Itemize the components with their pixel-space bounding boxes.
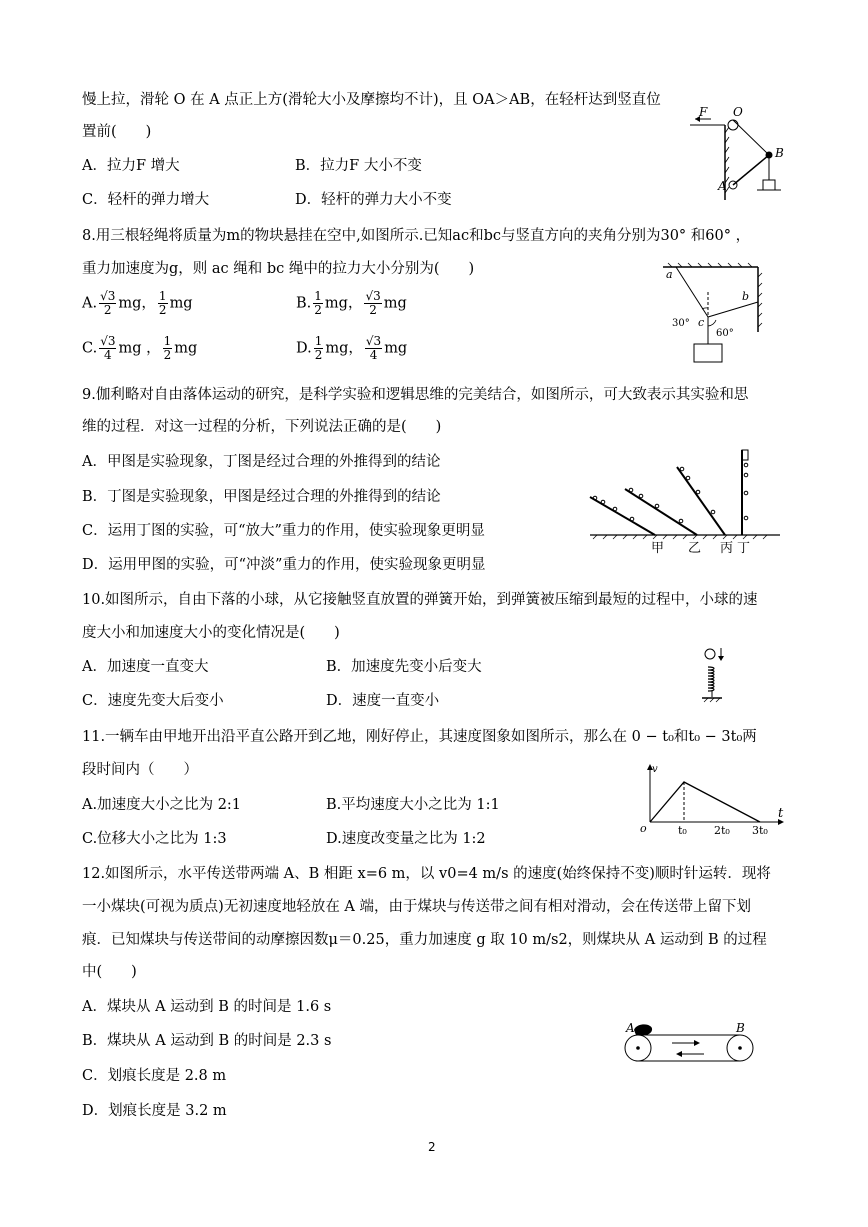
- q9-label-bing: 丙: [720, 541, 734, 556]
- q11-option-a: A.加速度大小之比为 2:1: [82, 797, 242, 813]
- q7-stem-line1: 慢上拉，滑轮 O 在 A 点正上方(滑轮大小及摩擦均不计)，且 OA＞AB，在轻杆达到竖直位: [82, 92, 661, 108]
- q9-label-jia: 甲: [651, 541, 665, 556]
- q8-option-d: D. $\frac{1}{2}$ mg， $\frac{√3}{4}$ mg: [296, 334, 408, 362]
- q8-label-30: 30°: [672, 318, 690, 329]
- q9-option-a: A．甲图是实验现象，丁图是经过合理的外推得到的结论: [82, 454, 441, 470]
- q10-figure: [700, 645, 730, 705]
- q11-option-b: B.平均速度大小之比为 1:1: [326, 797, 500, 813]
- q8-label-b: b: [742, 290, 750, 303]
- q12-option-c: C．划痕长度是 2.8 m: [82, 1068, 227, 1084]
- q12-stem-line2: 一小煤块(可视为质点)无初速度地轻放在 A 端，由于煤块与传送带之间有相对滑动，会在传送带上留下划: [82, 899, 751, 915]
- q8-stem-line1: 8.用三根轻绳将质量为m的物块悬挂在空中,如图所示.已知ac和bc与竖直方向的夹角分别为30° 和60° ，: [82, 228, 751, 244]
- q11-label-t: t: [778, 806, 784, 821]
- page-number: 2: [428, 1140, 436, 1154]
- q8-option-c: C. $\frac{√3}{4}$ mg ， $\frac{1}{2}$ mg: [82, 334, 198, 362]
- q12-figure: [620, 1018, 760, 1068]
- q10-option-c: C．速度先变大后变小: [82, 693, 224, 709]
- q11-option-c: C.位移大小之比为 1:3: [82, 831, 227, 847]
- q9-stem-line2: 维的过程．对这一过程的分析，下列说法正确的是( ): [82, 419, 442, 435]
- q11-stem-line1: 11.一辆车由甲地开出沿平直公路开到乙地，刚好停止，其速度图象如图所示，那么在 0 − t₀和t₀ − 3t₀两: [82, 729, 757, 745]
- q12-label-a: A: [626, 1021, 635, 1035]
- q10-option-d: D．速度一直变小: [326, 693, 440, 709]
- q12-label-b: B: [736, 1021, 745, 1035]
- q10-option-a: A．加速度一直变大: [82, 659, 209, 675]
- q8-stem-line2: 重力加速度为g，则 ac 绳和 bc 绳中的拉力大小分别为( ): [82, 261, 475, 277]
- q7-label-a: A: [718, 179, 727, 193]
- q7-label-f: F: [699, 105, 708, 119]
- q11-label-3t0: 3t₀: [752, 824, 768, 837]
- q12-option-a: A．煤块从 A 运动到 B 的时间是 1.6 s: [82, 999, 332, 1015]
- q7-option-a: A．拉力F 增大: [82, 158, 180, 174]
- q10-stem-line1: 10.如图所示，自由下落的小球，从它接触竖直放置的弹簧开始，到弹簧被压缩到最短的过程中，小球的速: [82, 592, 758, 608]
- q8-label-c: c: [698, 316, 705, 329]
- q8-option-a: A. $\frac{√3}{2}$ mg， $\frac{1}{2}$ mg: [82, 289, 193, 317]
- q7-stem-line2: 置前( ): [82, 124, 152, 140]
- q12-stem-line3: 痕．已知煤块与传送带间的动摩擦因数μ＝0.25，重力加速度 g 取 10 m/s2，则煤块从 A 运动到 B 的过程: [82, 932, 767, 948]
- q7-label-b: B: [775, 146, 784, 160]
- q9-label-ding: 丁: [737, 541, 751, 556]
- q8-figure: [658, 262, 768, 372]
- q11-stem-line2: 段时间内（ ）: [82, 762, 198, 778]
- q7-figure: [685, 105, 790, 200]
- q8-label-60: 60°: [716, 328, 734, 339]
- q9-stem-line1: 9.伽利略对自由落体运动的研究，是科学实验和逻辑思维的完美结合，如图所示，可大致表示其实验和思: [82, 387, 749, 403]
- q11-figure: [638, 760, 788, 842]
- q12-option-b: B．煤块从 A 运动到 B 的时间是 2.3 s: [82, 1033, 332, 1049]
- q7-option-c: C．轻杆的弹力增大: [82, 192, 210, 208]
- q7-label-o: O: [733, 105, 743, 119]
- q7-option-d: D．轻杆的弹力大小不变: [295, 192, 452, 208]
- q10-option-b: B．加速度先变小后变大: [326, 659, 482, 675]
- q9-option-c: C．运用丁图的实验，可“放大”重力的作用，使实验现象更明显: [82, 523, 485, 539]
- q8-option-b: B. $\frac{1}{2}$ mg， $\frac{√3}{2}$ mg: [296, 289, 407, 317]
- q11-option-d: D.速度改变量之比为 1:2: [326, 831, 486, 847]
- q9-option-d: D．运用甲图的实验，可“冲淡”重力的作用，使实验现象更明显: [82, 557, 486, 573]
- q8-label-a: a: [666, 268, 673, 281]
- q11-label-t0: t₀: [678, 824, 687, 837]
- q9-option-b: B．丁图是实验现象，甲图是经过合理的外推得到的结论: [82, 489, 441, 505]
- q12-stem-line4: 中( ): [82, 964, 137, 980]
- q7-option-b: B．拉力F 大小不变: [295, 158, 422, 174]
- q9-figure: [585, 445, 785, 557]
- q11-label-2t0: 2t₀: [714, 824, 730, 837]
- q10-stem-line2: 度大小和加速度大小的变化情况是( ): [82, 625, 340, 641]
- q12-stem-line1: 12.如图所示，水平传送带两端 A、B 相距 x=6 m，以 v0=4 m/s 的速度(始终保持不变)顺时针运转．现将: [82, 866, 771, 882]
- q11-label-o: o: [640, 822, 647, 835]
- q12-option-d: D．划痕长度是 3.2 m: [82, 1103, 227, 1119]
- q11-label-v: v: [652, 764, 658, 775]
- q9-label-yi: 乙: [688, 541, 702, 556]
